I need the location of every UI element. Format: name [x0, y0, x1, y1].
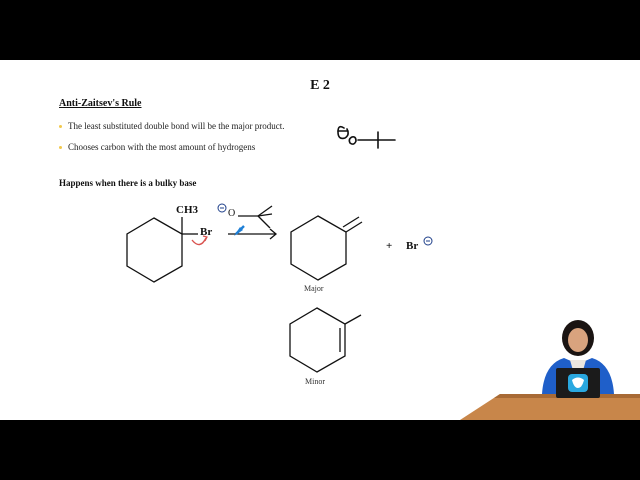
- reaction-arrow-icon: [228, 229, 276, 239]
- lecture-slide: [0, 60, 640, 420]
- bromide-label: Br: [406, 240, 419, 252]
- rule-heading: Anti-Zaitsev's Rule: [59, 98, 142, 109]
- oxygen-label: O: [228, 208, 236, 219]
- tert-butoxide-icon: [238, 206, 272, 228]
- red-arrow-icon: [192, 238, 206, 245]
- slide-title: E 2: [310, 78, 330, 93]
- bullet-text: Chooses carbon with the most amount of hydrogens: [68, 142, 256, 152]
- ch3-label: CH3: [176, 204, 198, 216]
- major-label: Major: [304, 284, 324, 293]
- major-product-icon: [291, 216, 362, 280]
- presenter-face-icon: [568, 328, 588, 352]
- br-label: Br: [200, 226, 213, 238]
- reactant-cyclohexane-icon: [127, 217, 198, 282]
- bullet-text: The least substituted double bond will be the major product.: [68, 121, 285, 131]
- plus-sign: +: [386, 240, 393, 252]
- minor-product-icon: [290, 308, 361, 372]
- presenter-figure: [460, 310, 640, 420]
- handwritten-base-sketch-icon: [338, 127, 395, 148]
- bulky-base-heading: Happens when there is a bulky base: [59, 178, 197, 188]
- minor-label: Minor: [305, 377, 325, 386]
